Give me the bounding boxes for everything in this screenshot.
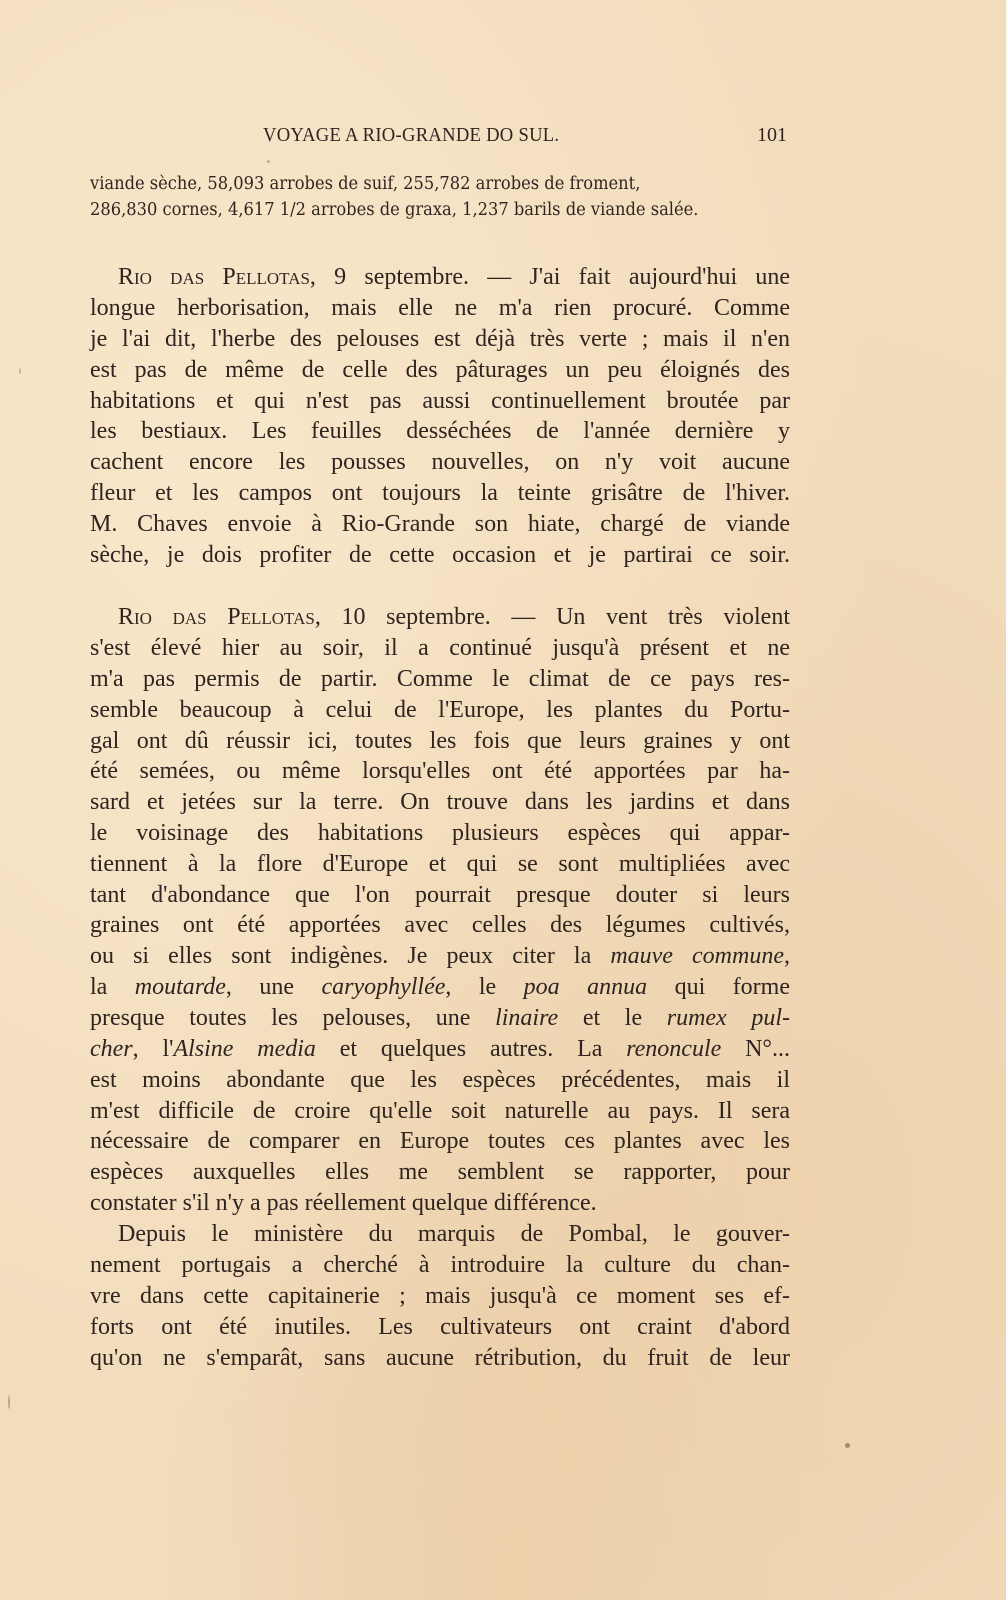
text-line-species [90,941,790,971]
text-line: forts ont été inutiles. Les cultivateurs ont craint d'abord [90,1314,790,1340]
text-span: , le [445,974,524,1000]
text-line: le voisinage des habitations plusieurs espèces qui appar- [90,820,790,846]
small-print-line: 286,830 cornes, 4,617 1/2 arrobes de graxa, 1,237 barils de viande salée. [90,200,699,220]
text-line: M. Chaves envoie à Rio-Grande son hiate, chargé de viande [90,511,790,537]
running-head [0,124,1006,154]
text-line-species [90,1003,790,1033]
text-line: Depuis le ministère du marquis de Pombal, le gouver- [118,1221,790,1247]
running-title: VOYAGE A RIO-GRANDE DO SUL. [263,124,560,146]
text-line: nécessaire de comparer en Europe toutes ces plantes avec les [90,1128,790,1154]
text-line: espèces auxquelles elles me semblent se rapporter, pour [90,1159,790,1185]
paper-speck [267,160,270,163]
entry-date: 10 septembre. [341,604,491,630]
text-line: semble beaucoup à celui de l'Europe, les plantes du Portu- [90,697,790,723]
entry-heading-line: Rio das Pellotas, 9 septembre. — J'ai fait aujourd'hui une [118,264,790,290]
text-line: je l'ai dit, l'herbe des pelouses est déjà très verte ; mais il n'en [90,326,790,352]
species-name: rumex pul- [666,1005,791,1031]
text-span: la [90,974,135,1000]
text-line: gal ont dû réussir ici, toutes les fois que leurs graines y ont [90,728,790,754]
paper-speck [19,368,21,374]
entry-date: 9 septembre. [334,264,469,290]
species-name: moutarde [134,974,226,1000]
text-line: été semées, ou même lorsqu'elles ont été apportées par ha- [90,758,790,784]
text-line: est pas de même de celle des pâturages un peu éloignés des [90,357,790,383]
text-line: cachent encore les pousses nouvelles, on n'y voit aucune [90,449,790,475]
species-name: poa annua [523,974,648,1000]
species-name: Alsine media [173,1036,316,1062]
text-line: vre dans cette capitainerie ; mais jusqu'à ce moment ses ef- [90,1283,790,1309]
text-line: s'est élevé hier au soir, il a continué jusqu'à présent et ne [90,635,790,661]
text-line: habitations et qui n'est pas aussi continuellement broutée par [90,388,790,414]
text-line-species [90,972,790,1002]
species-name: cher [90,1036,133,1062]
text-line: constater s'il n'y a pas réellement quelque différence. [90,1190,597,1216]
text-span: N°... [721,1036,790,1062]
entry-text: — Un vent très violent [511,604,790,630]
entry-place: Rio das Pellotas [118,604,315,630]
text-line: sard et jetées sur la terre. On trouve dans les jardins et dans [90,789,790,815]
text-span: , l' [132,1036,174,1062]
text-span: ou si elles sont indigènes. Je peux citer la [90,943,611,969]
text-line-species [90,1034,790,1064]
text-span: et quelques autres. La [315,1036,627,1062]
text-line: les bestiaux. Les feuilles desséchées de l'année dernière y [90,418,790,444]
text-line: nement portugais a cherché à introduire la culture du chan- [90,1252,790,1278]
paper-speck [845,1443,850,1448]
text-line: longue herborisation, mais elle ne m'a rien procuré. Comme [90,295,790,321]
entry-place: Rio das Pellotas [118,264,310,290]
text-line: tiennent à la flore d'Europe et qui se sont multipliées avec [90,851,790,877]
text-line: est moins abondante que les espèces précédentes, mais il [90,1067,790,1093]
text-line: m'a pas permis de partir. Comme le climat de ce pays res- [90,666,790,692]
text-span: , une [225,974,322,1000]
text-span: presque toutes les pelouses, une [90,1005,496,1031]
paper-speck [8,1395,10,1409]
species-name: linaire [495,1005,559,1031]
text-line: tant d'abondance que l'on pourrait presque douter si leurs [90,882,790,908]
text-span: et le [558,1005,667,1031]
small-print-line: viande sèche, 58,093 arrobes de suif, 255,782 arrobes de froment, [90,174,641,194]
text-line: m'est difficile de croire qu'elle soit naturelle au pays. Il sera [90,1098,790,1124]
text-line: graines ont été apportées avec celles des légumes cultivés, [90,912,790,938]
text-span: , [784,943,790,969]
text-line: qu'on ne s'emparât, sans aucune rétribution, du fruit de leur [90,1345,790,1371]
species-name: renoncule [626,1036,722,1062]
text-line: fleur et les campos ont toujours la teinte grisâtre de l'hiver. [90,480,790,506]
entry-heading-line: Rio das Pellotas, 10 septembre. — Un vent très violent [118,604,790,630]
page-number: 101 [757,124,787,146]
species-name: caryophyllée [321,974,446,1000]
text-line: sèche, je dois profiter de cette occasion et je partirai ce soir. [90,542,790,568]
text-span: qui forme [647,974,790,1000]
entry-text: — J'ai fait aujourd'hui une [487,264,790,290]
species-name: mauve commune [610,943,784,969]
